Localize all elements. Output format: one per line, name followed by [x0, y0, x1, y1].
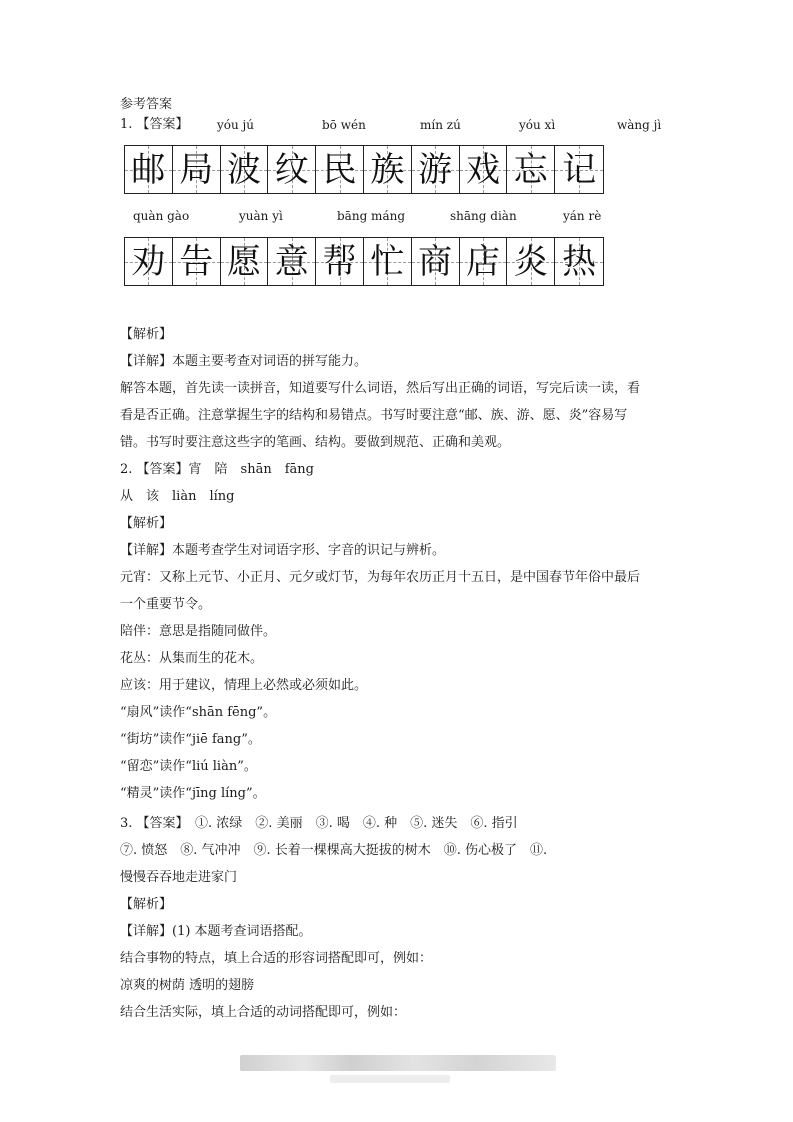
- text-line: 应该：用于建议，情理上必然或必须如此。: [120, 678, 368, 693]
- section-heading: 【解析】: [120, 897, 173, 912]
- doc-title: 参考答案: [120, 97, 173, 112]
- grid-cell: [460, 238, 508, 285]
- grid-character: 热: [562, 241, 597, 282]
- text-line: 陪伴：意思是指随同做伴。: [120, 624, 277, 639]
- grid-character: 纹: [274, 149, 309, 190]
- text-line: 错。书写时要注意这些字的笔画、结构。要做到规范、正确和美观。: [120, 435, 511, 450]
- text-line: 【详解】(1) 本题考查词语搭配。: [120, 924, 312, 939]
- blurred-footer-watermark: [240, 1055, 556, 1071]
- text-line: 【详解】本题考查学生对词语字形、字音的识记与辨析。: [120, 543, 446, 558]
- grid-character: 意: [274, 241, 309, 282]
- grid-character: 民: [322, 149, 357, 190]
- q3-answer: 3. 【答案】 ①. 浓绿 ②. 美丽 ③. 喝 ④. 种 ⑤. 迷失 ⑥. 指引: [120, 816, 518, 831]
- grid-character: 炎: [513, 241, 548, 282]
- pinyin-label: yán rè: [563, 209, 602, 223]
- pinyin-label: yuàn yì: [239, 209, 283, 223]
- q2-answer: 2. 【答案】宵 陪 shān fāng: [120, 462, 314, 477]
- grid-character: 告: [179, 241, 214, 282]
- grid-cell: [460, 146, 508, 193]
- pinyin-label: bāng máng: [337, 209, 406, 223]
- grid-character: 商: [418, 241, 453, 282]
- grid-character: 愿: [226, 241, 261, 282]
- grid-character: 忘: [513, 149, 548, 190]
- grid-character: 记: [562, 149, 597, 190]
- text-line: “精灵”读作“jīng líng”。: [120, 786, 266, 801]
- grid-cell: [125, 146, 173, 193]
- section-heading: 【解析】: [120, 327, 173, 342]
- text-line: 从 该 liàn líng: [120, 489, 235, 504]
- grid-character: 族: [370, 149, 405, 190]
- grid-cell: [364, 238, 412, 285]
- blurred-footer-watermark-sub: [330, 1075, 450, 1083]
- text-line: 慢慢吞吞地走进家门: [120, 870, 238, 885]
- grid-cell: [316, 146, 364, 193]
- text-line: ⑦. 愤怒 ⑧. 气冲冲 ⑨. 长着一棵棵高大挺拔的树木 ⑩. 伤心极了 ⑪.: [120, 843, 548, 858]
- text-line: 一个重要节令。: [120, 597, 212, 612]
- text-line: 结合生活实际，填上合适的动词搭配即可，例如：: [120, 1005, 407, 1020]
- grid-cell: [221, 146, 269, 193]
- text-line: “扇风”读作“shān fēng”。: [120, 705, 277, 720]
- text-line: 【详解】本题主要考查对词语的拼写能力。: [120, 354, 368, 369]
- text-line: 看是否正确。注意掌握生字的结构和易错点。书写时要注意“邮、族、游、愿、炎”容易写: [120, 408, 628, 423]
- grid-character: 游: [418, 149, 453, 190]
- text-line: 凉爽的树荫 透明的翅膀: [120, 978, 255, 993]
- pinyin-label: quàn gào: [133, 209, 190, 223]
- grid-cell: [555, 238, 603, 285]
- grid-character: 局: [179, 149, 214, 190]
- grid-cell: [364, 146, 412, 193]
- section-heading: 【解析】: [120, 516, 173, 531]
- text-line: “留恋”读作“liú liàn”。: [120, 759, 257, 774]
- pinyin-label: shāng diàn: [450, 209, 517, 223]
- pinyin-label: wàng jì: [617, 118, 662, 132]
- text-line: 花丛：从集而生的花木。: [120, 651, 264, 666]
- grid-cell: [412, 146, 460, 193]
- grid-cell: [173, 146, 221, 193]
- grid-cell: [125, 238, 173, 285]
- grid-cell: [507, 238, 555, 285]
- grid-character: 波: [226, 149, 261, 190]
- grid-character: 店: [465, 241, 500, 282]
- grid-character: 帮: [322, 241, 357, 282]
- text-line: “街坊”读作“jiē fang”。: [120, 732, 261, 747]
- grid-cell: [221, 238, 269, 285]
- q1-answer-label: 1. 【答案】: [120, 117, 189, 132]
- pinyin-label: yóu xì: [519, 118, 556, 132]
- grid-character: 戏: [465, 149, 500, 190]
- grid-character: 劝: [131, 241, 166, 282]
- grid-character: 忙: [370, 241, 405, 282]
- character-grid-row1: [124, 145, 604, 194]
- grid-cell: [173, 238, 221, 285]
- text-line: 元宵：又称上元节、小正月、元夕或灯节，为每年农历正月十五日，是中国春节年俗中最后: [120, 570, 641, 585]
- character-grid-row2: [124, 237, 604, 286]
- text-line: 解答本题，首先读一读拼音，知道要写什么词语，然后写出正确的词语，写完后读一读，看: [120, 381, 641, 396]
- pinyin-label: bō wén: [322, 118, 366, 132]
- grid-cell: [412, 238, 460, 285]
- grid-cell: [268, 146, 316, 193]
- grid-cell: [316, 238, 364, 285]
- text-line: 结合事物的特点，填上合适的形容词搭配即可，例如：: [120, 951, 433, 966]
- pinyin-label: yóu jú: [217, 118, 254, 132]
- grid-cell: [555, 146, 603, 193]
- grid-cell: [268, 238, 316, 285]
- pinyin-label: mín zú: [420, 118, 461, 132]
- grid-character: 邮: [131, 149, 166, 190]
- grid-cell: [507, 146, 555, 193]
